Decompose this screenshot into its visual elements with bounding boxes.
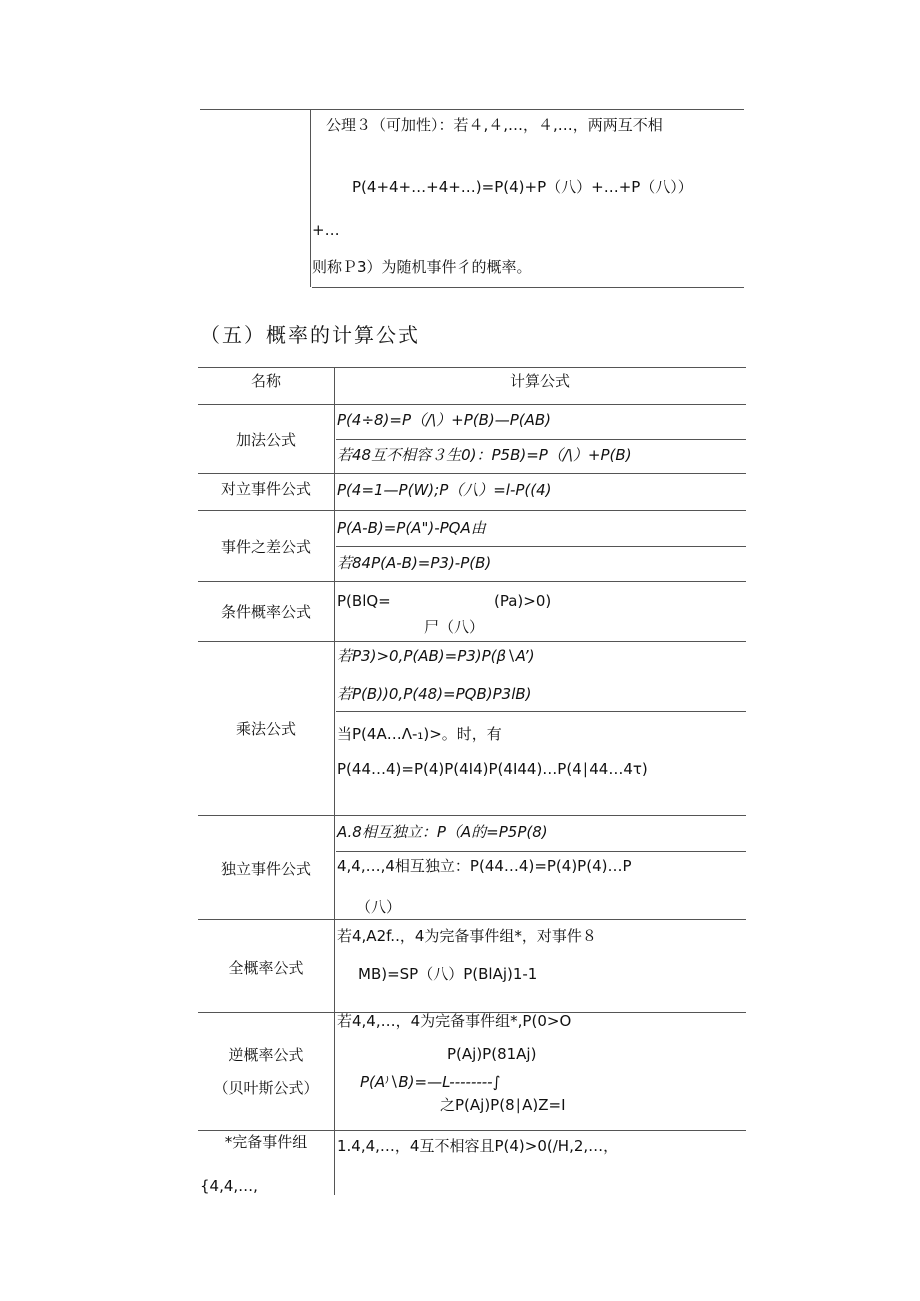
- formula-line: (Pa)>0): [494, 592, 552, 610]
- top-box-bottom-border: [312, 287, 744, 288]
- row-name-independence: 独立事件公式: [220, 860, 311, 878]
- row-divider: [336, 546, 746, 547]
- table-column-divider: [334, 367, 335, 1195]
- row-divider: [198, 473, 746, 474]
- formula-continuation: +…: [312, 221, 340, 239]
- row-name-complement: 对立事件公式: [220, 480, 311, 498]
- formula-line: P(4=1—P(W);P（八）=l-P((4): [337, 481, 552, 499]
- row-divider: [198, 1130, 746, 1131]
- row-divider: [198, 815, 746, 816]
- row-name-bayes-subtitle: （贝叶斯公式）: [213, 1079, 319, 1097]
- row-name-difference: 事件之差公式: [220, 538, 311, 556]
- formula-line: P(4÷8)=P（/\）+P(B)—P(AB): [337, 411, 552, 429]
- formula-line: P(44…4)=P(4)P(4I4)P(4I44)…P(4∣44…4τ): [337, 760, 648, 778]
- additivity-formula: P(4+4+…+4+…)=P(4)+P（八）+…+P（八））: [352, 178, 693, 196]
- row-name-addition: 加法公式: [235, 431, 296, 449]
- formula-line: 之P(Aj)P(8∣A)Z=I: [440, 1096, 566, 1114]
- header-name: 名称: [250, 372, 281, 390]
- row-divider: [336, 711, 746, 712]
- formula-line: 当P(4A…Λ-₁)>。时，有: [337, 725, 502, 743]
- axiom-3-text: 公理３（可加性）：若４,４,…，４,…，两两互不相: [326, 116, 663, 134]
- formula-line: （八）: [356, 898, 402, 916]
- table-top-border: [198, 367, 746, 368]
- formula-line: 尸（八）: [424, 618, 485, 636]
- top-box-divider: [310, 109, 311, 287]
- formula-line: P(A-B)=P(A")-PQA由: [337, 519, 486, 537]
- formula-line: 若4,4,…，4为完备事件组*,P(0>O: [337, 1012, 572, 1030]
- formula-line: P(BlQ=: [337, 592, 391, 610]
- formula-line: 若84P(A-B)=P3)-P(B): [337, 554, 492, 572]
- formula-line: 若P3)>0,P(AB)=P3)P(β∖A’): [337, 647, 535, 665]
- row-name-bayes: 逆概率公式: [228, 1046, 304, 1064]
- formula-line: 若4,A2f..，4为完备事件组*，对事件８: [337, 927, 597, 945]
- formula-line: MB)=SP（八）P(BlAj)1-1: [358, 965, 538, 983]
- formula-line: 若P(B))0,P(48)=PQB)P3lB): [337, 685, 532, 703]
- formula-line: A.8相互独立：P（A的=P5P(8): [337, 823, 548, 841]
- formula-line: P(Aj)P(81Aj): [447, 1045, 537, 1063]
- header-bottom-border: [198, 404, 746, 405]
- formula-line: 4,4,…,4相互独立：P(44…4)=P(4)P(4)…P: [337, 857, 632, 875]
- row-name-complete-event-group-continued: {4,4,…,: [200, 1177, 258, 1195]
- row-divider: [198, 510, 746, 511]
- formula-line: 1.4,4,…，4互不相容且P(4)>0(/H,2,…，: [337, 1137, 619, 1155]
- row-divider: [336, 439, 746, 440]
- row-name-multiplication: 乘法公式: [235, 720, 296, 738]
- row-divider: [336, 851, 746, 852]
- row-name-conditional: 条件概率公式: [220, 603, 311, 621]
- row-divider: [198, 919, 746, 920]
- row-divider: [198, 581, 746, 582]
- section-heading: （五）概率的计算公式: [200, 323, 420, 347]
- top-box-top-border: [200, 109, 744, 110]
- row-name-complete-event-group: *完备事件组: [224, 1133, 308, 1151]
- row-divider: [198, 641, 746, 642]
- formula-line: P(A⁾∖B)=—L--------∫: [360, 1073, 501, 1091]
- header-formula: 计算公式: [509, 372, 570, 390]
- row-name-total-probability: 全概率公式: [228, 959, 304, 977]
- probability-definition: 则称Ｐ3）为随机事件彳的概率。: [312, 258, 532, 276]
- formula-line: 若48互不相容３生0)：P5B)=P（/\）+P(B): [337, 446, 632, 464]
